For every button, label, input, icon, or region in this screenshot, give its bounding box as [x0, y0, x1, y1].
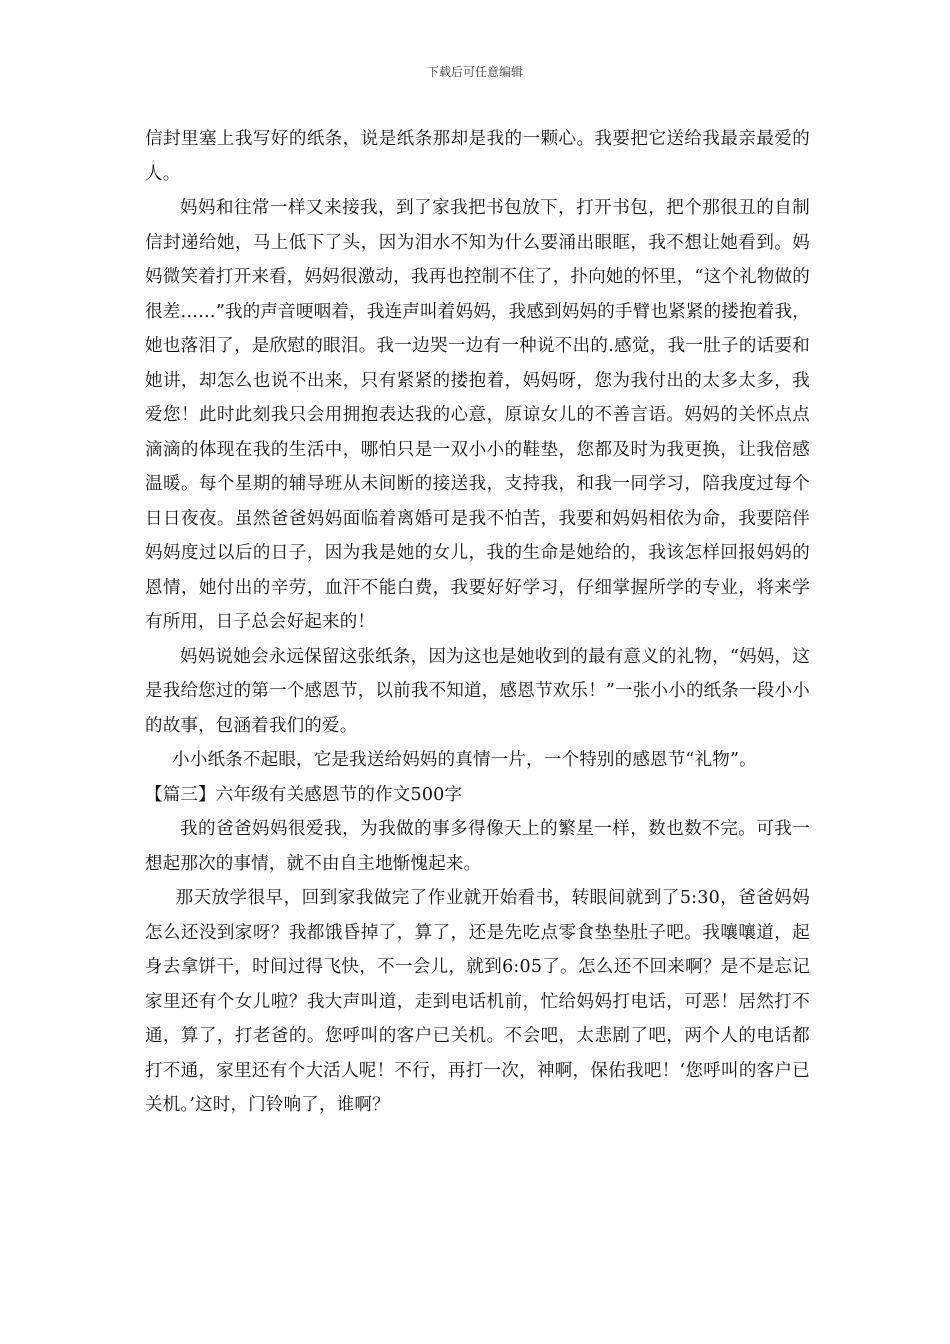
paragraph-waiting-home: 那天放学很早，回到家我做完了作业就开始看书，转眼间就到了5:30，爸爸妈妈怎么还没到家呀？我都饿昏掉了，算了，还是先吃点零食垫垫肚子吧。我嚷嚷道，起身去拿饼干，时间过得飞快，不一会儿，就到6:05了。怎么还不回来啊？是不是忘记家里还有个女儿啦？我大声叫道，走到电话机前，忙给妈妈打电话，可恶！居然打不通，算了，打老爸的。您呼叫的客户已关机。不会吧，太悲剧了吧，两个人的电话都打不通，家里还有个大活人呢！不行，再打一次，神啊，保佑我吧！‘您呼叫的客户已关机。’这时，门铃响了，谁啊？ [145, 888, 810, 1115]
paragraph-mother-hug: 妈妈和往常一样又来接我，到了家我把书包放下，打开书包，把个那很丑的自制信封递给她，马上低下了头，因为泪水不知为什么要涌出眼眶，我不想让她看到。妈妈微笑着打开来看，妈妈很激动，我再也控制不住了，扑向她的怀里，“这个礼物做的很差……”我的声音哽咽着，我连声叫着妈妈，我感到妈妈的手臂也紧紧的搂抱着我，她也落泪了，是欣慰的眼泪。我一边哭一边有一种说不出的.感觉，我一肚子的话要和她讲，却怎么也说不出来，只有紧紧的搂抱着，妈妈呀，您为我付出的太多太多，我爱您！此时此刻我只会用拥抱表达我的心意，原谅女儿的不善言语。妈妈的关怀点点滴滴的体现在我的生活中，哪怕只是一双小小的鞋垫，您都及时为我更换，让我倍感温暖。每个星期的辅导班从未间断的接送我，支持我，和我一同学习，陪我度过每个日日夜夜。虽然爸爸妈妈面临着离婚可是我不怕苦，我要和妈妈相依为命，我要陪伴妈妈度过以后的日子，因为我是她的女儿，我的生命是她给的，我该怎样回报妈妈的恩情，她付出的辛劳，血汗不能白费，我要好好学习，仔细掌握所学的专业，将来学有所用，日子总会好起来的！ [145, 198, 810, 632]
page-header-note: 下载后可任意编辑 [426, 65, 523, 79]
paragraph-parents-love: 我的爸爸妈妈很爱我，为我做的事多得像天上的繁星一样，数也数不完。可我一想起那次的事情，就不由自主地惭愧起来。 [145, 819, 810, 874]
paragraph-gift-summary: 小小纸条不起眼，它是我送给妈妈的真情一片，一个特别的感恩节“礼物”。 [172, 750, 757, 770]
document-body [145, 122, 810, 1123]
paragraph-continued: 信封里塞上我写好的纸条，说是纸条那却是我的一颗心。我要把它送给我最亲最爱的人。 [145, 129, 810, 184]
section-heading: 【篇三】六年级有关感恩节的作文500字 [145, 784, 463, 805]
paragraph-keep-note: 妈妈说她会永远保留这张纸条，因为这也是她收到的最有意义的礼物，“妈妈，这是我给您过的第一个感恩节，以前我不知道，感恩节欢乐！”一张小小的纸条一段小小的故事，包涵着我们的爱。 [145, 646, 810, 736]
